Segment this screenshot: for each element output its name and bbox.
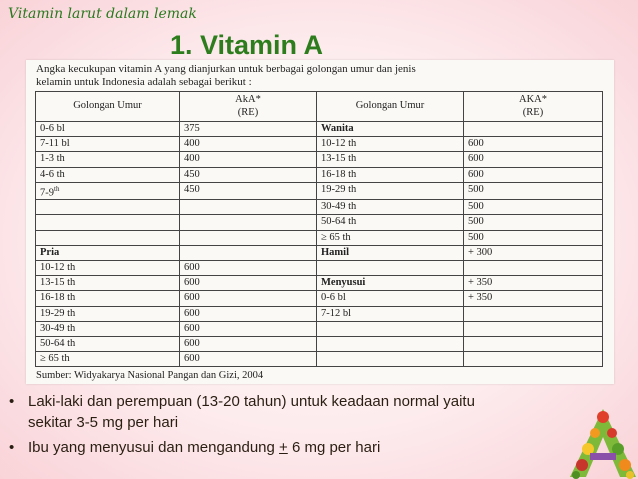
table-cell: 600	[180, 321, 317, 336]
table-cell: 600	[180, 336, 317, 351]
aka-table	[35, 91, 603, 367]
bullet-list	[6, 391, 618, 462]
table-intro	[36, 63, 606, 89]
table-cell: 10-12 th	[36, 261, 180, 276]
table-cell	[317, 261, 464, 276]
scanned-table-image	[26, 60, 614, 384]
table-cell: 7-11 bl	[36, 137, 180, 152]
table-cell: 19-29 th	[317, 182, 464, 200]
table-cell: 7-9th	[36, 182, 180, 200]
table-cell	[36, 215, 180, 230]
col-header-age-left: Golongan Umur	[36, 92, 180, 122]
table-cell: 450	[180, 182, 317, 200]
table-row	[36, 230, 603, 245]
table-cell: 600	[464, 167, 603, 182]
slide-title: 1. Vitamin A	[170, 30, 324, 60]
aka-table-body	[36, 122, 603, 367]
intro-line-2: kelamin untuk Indonesia adalah sebagai berikut :	[36, 76, 252, 88]
table-cell	[464, 321, 603, 336]
table-cell: 7-12 bl	[317, 306, 464, 321]
table-cell: Pria	[36, 245, 180, 260]
table-cell: + 350	[464, 291, 603, 306]
table-cell	[464, 306, 603, 321]
table-cell: 30-49 th	[317, 200, 464, 215]
bullet-dot: •	[9, 393, 15, 410]
table-row	[36, 122, 603, 137]
table-cell: ≥ 65 th	[317, 230, 464, 245]
table-cell	[464, 122, 603, 137]
bullet-1-line-2: sekitar 3-5 mg per hari	[28, 414, 179, 431]
table-cell: 30-49 th	[36, 321, 180, 336]
table-cell: 600	[180, 261, 317, 276]
table-cell: 10-12 th	[317, 137, 464, 152]
vegetable-letter-a-icon	[568, 407, 638, 479]
intro-line-1: Angka kecukupan vitamin A yang dianjurkan untuk berbagai golongan umur dan jenis	[36, 63, 416, 75]
table-cell: 50-64 th	[36, 336, 180, 351]
table-row	[36, 261, 603, 276]
table-row	[36, 276, 603, 291]
table-cell	[180, 215, 317, 230]
table-cell: 600	[180, 306, 317, 321]
bullet-item-1	[6, 391, 618, 433]
table-cell: 375	[180, 122, 317, 137]
table-cell: 16-18 th	[36, 291, 180, 306]
superscript-th: th	[54, 184, 60, 193]
table-row	[36, 167, 603, 182]
table-cell: 0-6 bl	[36, 122, 180, 137]
table-cell	[464, 352, 603, 367]
bullet-2-post: 6 mg per hari	[287, 439, 381, 456]
table-cell	[464, 336, 603, 351]
table-cell: 600	[180, 276, 317, 291]
table-cell: 13-15 th	[36, 276, 180, 291]
table-cell	[180, 230, 317, 245]
table-cell: 50-64 th	[317, 215, 464, 230]
table-cell: 600	[464, 137, 603, 152]
table-row	[36, 352, 603, 367]
table-row	[36, 152, 603, 167]
slide-topic: Vitamin larut dalam lemak	[8, 6, 197, 22]
table-cell: Menyusui	[317, 276, 464, 291]
table-cell: 13-15 th	[317, 152, 464, 167]
table-cell: 600	[180, 291, 317, 306]
table-cell: 500	[464, 215, 603, 230]
table-row	[36, 291, 603, 306]
table-cell	[36, 230, 180, 245]
table-cell: 4-6 th	[36, 167, 180, 182]
table-cell: 600	[464, 152, 603, 167]
table-cell: 500	[464, 200, 603, 215]
table-cell: Hamil	[317, 245, 464, 260]
table-cell: Wanita	[317, 122, 464, 137]
bullet-1-line-1: Laki-laki dan perempuan (13-20 tahun) untuk keadaan normal yaitu	[28, 393, 475, 410]
table-cell: 500	[464, 182, 603, 200]
table-cell: 500	[464, 230, 603, 245]
table-cell: 0-6 bl	[317, 291, 464, 306]
table-row	[36, 137, 603, 152]
table-row	[36, 321, 603, 336]
bullet-dot: •	[9, 439, 15, 456]
table-cell	[317, 336, 464, 351]
table-cell: 400	[180, 152, 317, 167]
col-header-age-right: Golongan Umur	[317, 92, 464, 122]
table-row	[36, 306, 603, 321]
table-cell	[180, 245, 317, 260]
table-cell	[317, 352, 464, 367]
table-source: Sumber: Widyakarya Nasional Pangan dan Gizi, 2004	[36, 370, 264, 381]
table-cell	[180, 200, 317, 215]
table-row	[36, 182, 603, 200]
table-cell: 450	[180, 167, 317, 182]
table-cell	[317, 321, 464, 336]
table-cell: ≥ 65 th	[36, 352, 180, 367]
table-row	[36, 245, 603, 260]
table-cell	[36, 200, 180, 215]
table-row	[36, 336, 603, 351]
table-row	[36, 200, 603, 215]
plus-minus-sign: +	[279, 439, 288, 456]
table-cell: 600	[180, 352, 317, 367]
table-cell: 16-18 th	[317, 167, 464, 182]
table-cell: 19-29 th	[36, 306, 180, 321]
bullet-2-pre: Ibu yang menyusui dan mengandung	[28, 439, 280, 456]
col-header-aka-right: AKA* (RE)	[464, 92, 603, 122]
table-cell: + 350	[464, 276, 603, 291]
table-row	[36, 215, 603, 230]
table-cell: 1-3 th	[36, 152, 180, 167]
col-header-aka-left: AkA* (RE)	[180, 92, 317, 122]
table-cell	[464, 261, 603, 276]
bullet-item-2	[6, 437, 618, 458]
table-cell: 400	[180, 137, 317, 152]
table-cell: + 300	[464, 245, 603, 260]
